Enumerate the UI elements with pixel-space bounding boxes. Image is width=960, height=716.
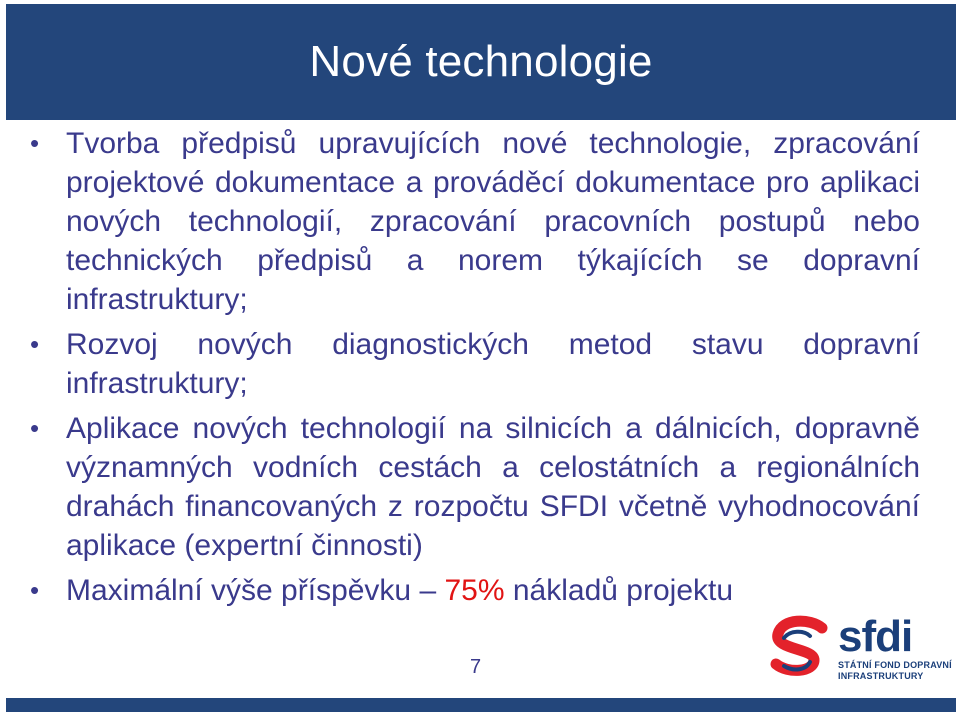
bullet-list [28,124,920,610]
bullet-item [28,571,920,610]
bullet-text: Tvorba předpisů upravujících nové technologie, zpracování projektové dokumentace a prováděcí dokumentace pro aplikaci nových technologií, zpracování pracovních postupů nebo technických předpisů a norem týkajících se dopravní infrastruktury; [66,127,920,316]
slide-title: Nové technologie [309,37,653,86]
bullet-text-prefix: Maximální výše příspěvku – [66,574,445,607]
contribution-percentage: 75% [444,574,505,607]
bullet-text-suffix: nákladů projektu [504,574,734,607]
sfdi-s-icon [776,621,822,670]
bullet-icon: • [30,128,40,158]
logo-subtitle-line1: STÁTNÍ FOND DOPRAVNÍ [838,660,952,670]
bullet-icon: • [30,329,40,359]
page-number: 7 [470,656,482,678]
slide-content [28,124,920,616]
sfdi-logo-text [838,614,953,682]
bullet-icon: • [30,575,40,605]
title-bar [6,4,956,120]
bullet-icon: • [30,413,40,443]
logo-subtitle-line2: INFRASTRUKTURY [838,671,924,681]
bullet-item [28,124,920,319]
bullet-text: Aplikace nových technologií na silnicích a dálnicích, dopravně významných vodních cestách a celostátních a regionálních drahách financovaných z rozpočtu SFDI včetně vyhodnocování aplikace (expertní činnosti) [66,412,920,562]
footer-bar [6,698,956,712]
logo-wordmark: sfdi [838,612,913,661]
bullet-text: Rozvoj nových diagnostických metod stavu dopravní infrastruktury; [66,328,920,400]
bullet-item [28,409,920,565]
bullet-item [28,325,920,403]
